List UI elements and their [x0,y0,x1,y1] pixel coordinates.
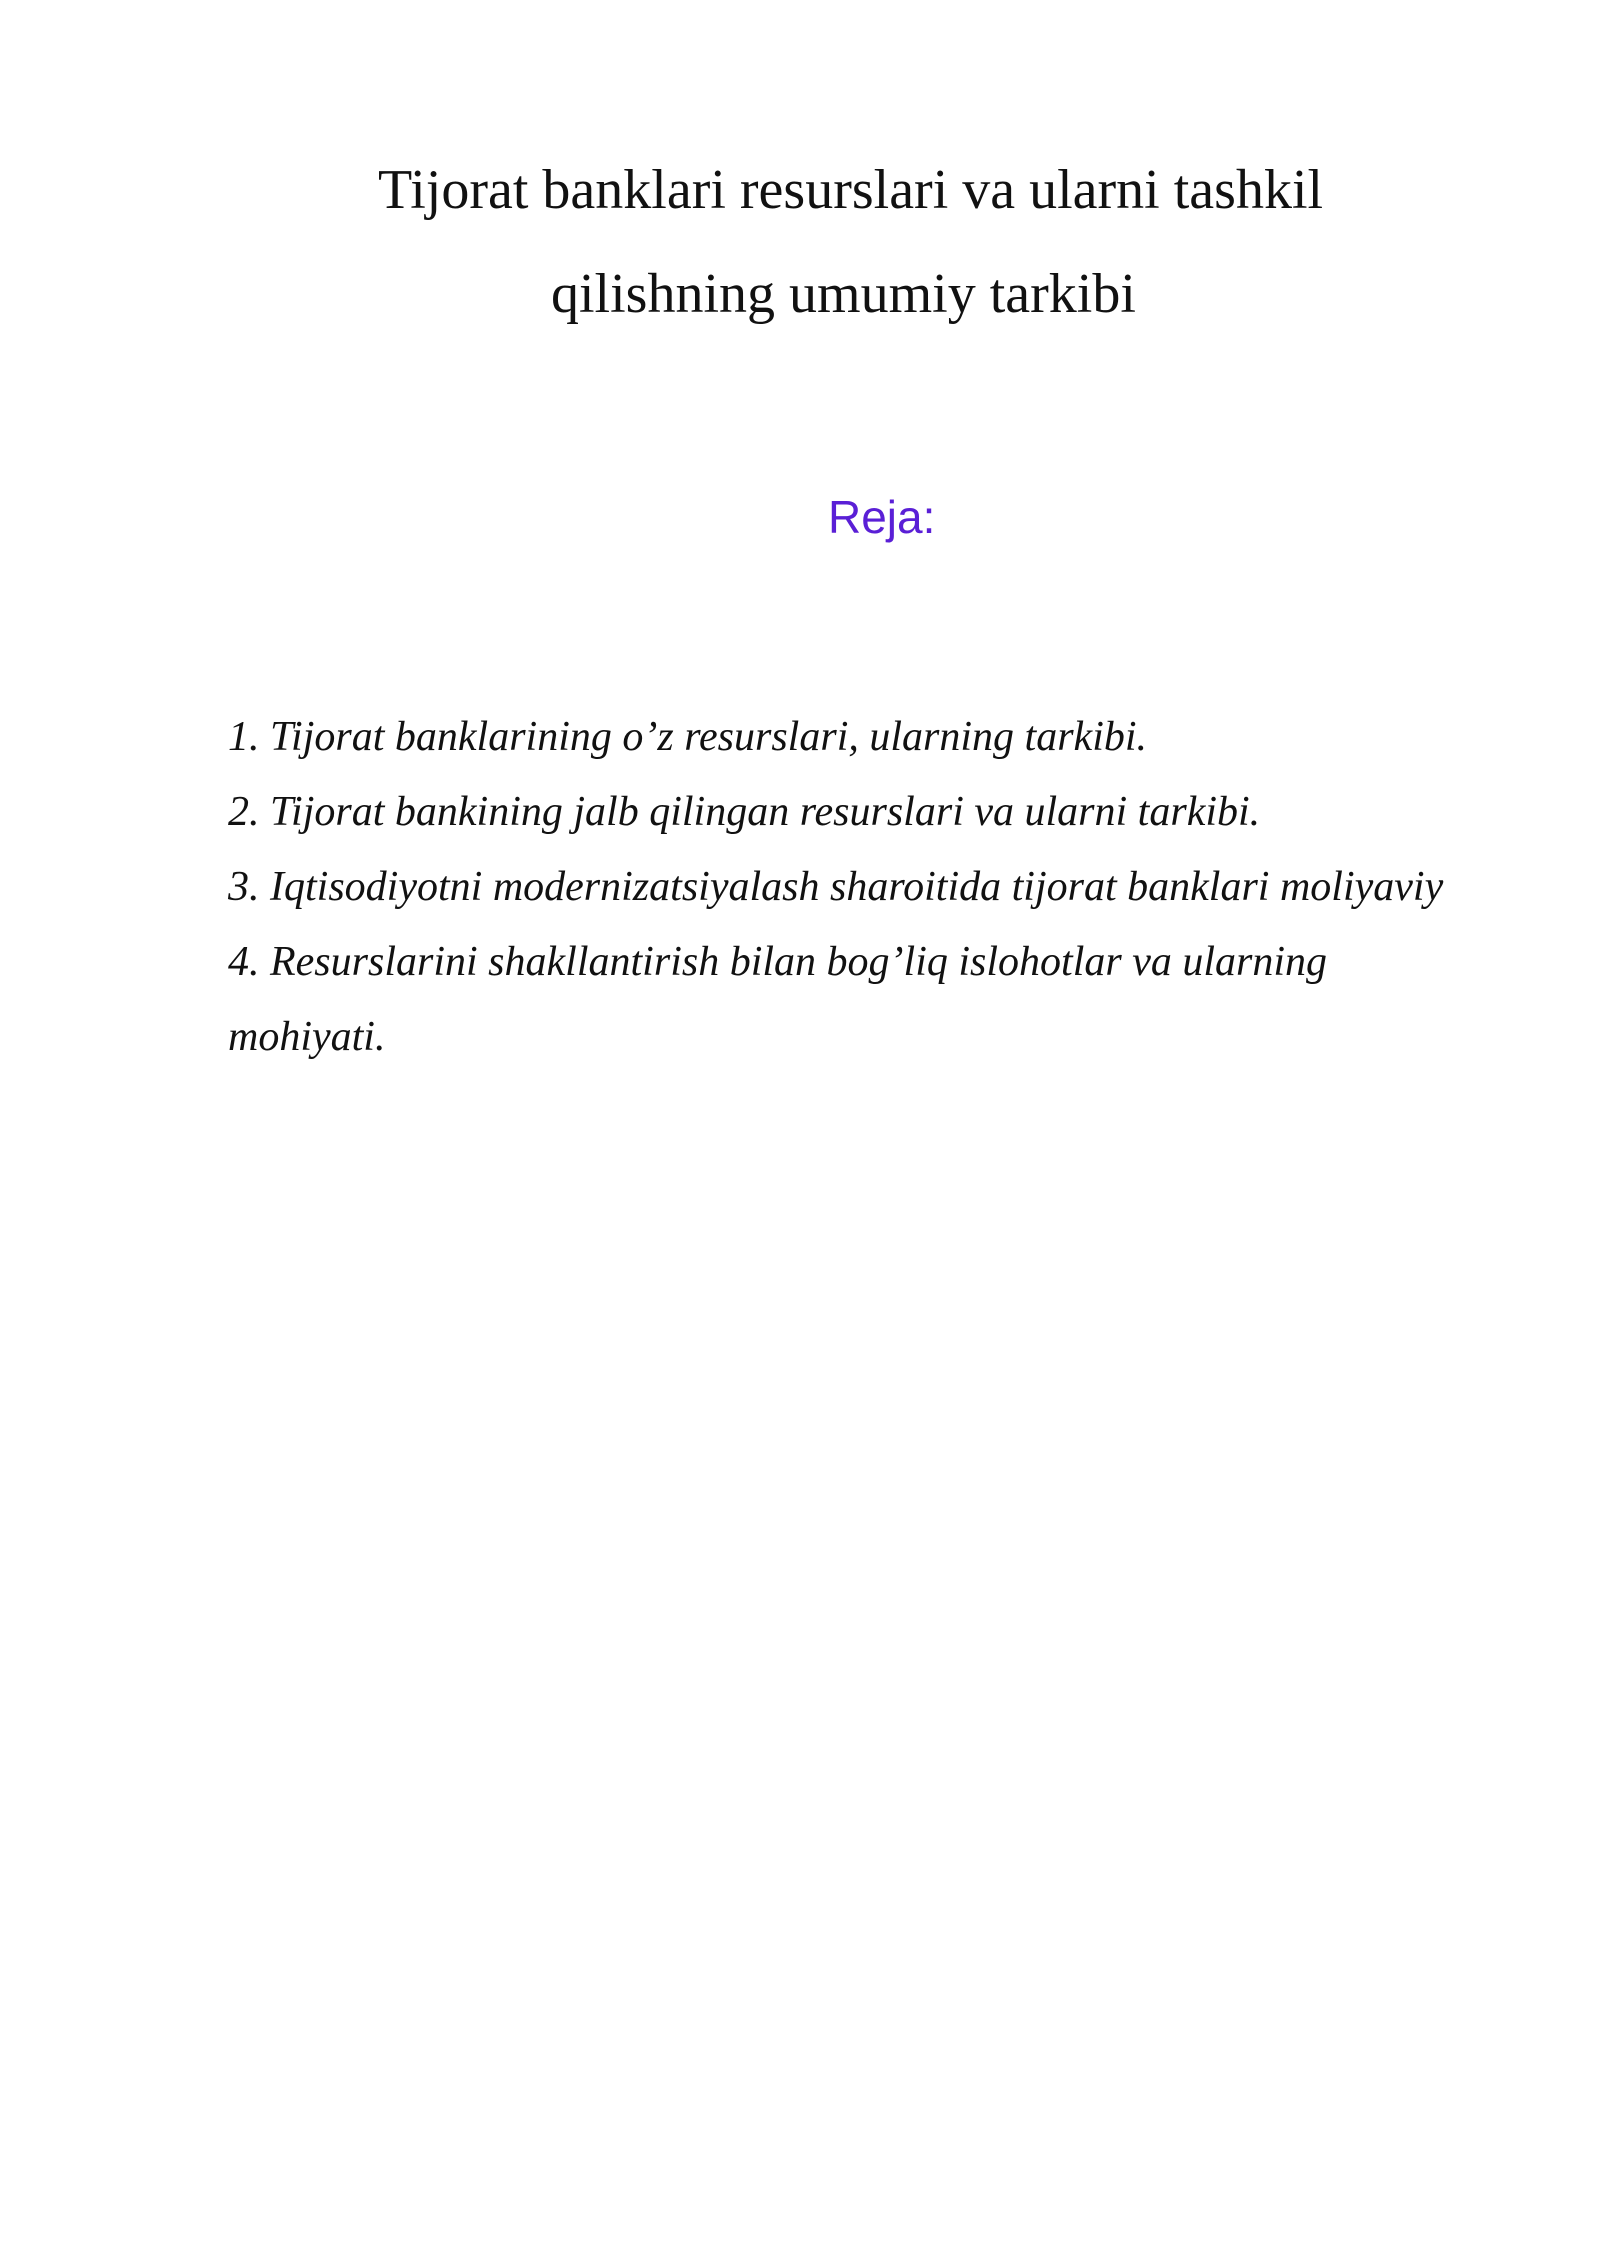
document-title-line-2: qilishning umumiy tarkibi [551,263,1136,325]
document-title-line-1: Tijorat banklari resurslari va ularni tashkil [378,159,1324,221]
plan-item-number: 3. [228,864,260,910]
plan-item-2 [228,775,1528,850]
plan-item-1 [228,700,1528,775]
plan-item-3 [228,850,1528,925]
plan-item-text: Tijorat bankining jalb qilingan resurslari va ularni tarkibi. [270,789,1261,835]
plan-item-number: 4. [228,939,260,985]
plan-item-number: 1. [228,714,260,760]
plan-item-4 [228,925,1528,1075]
plan-heading: Reja: [828,491,936,543]
plan-item-text: Tijorat banklarining o’z resurslari, ularning tarkibi. [270,714,1148,760]
plan-item-number: 2. [228,789,260,835]
plan-item-text: Resurslarini shakllantirish bilan bog’liq islohotlar va ularning [270,939,1328,985]
plan-item-text: Iqtisodiyotni modernizatsiyalash sharoitida tijorat banklari moliyaviy [270,864,1444,910]
plan-list [228,700,1528,1075]
plan-item-continuation: mohiyati. [228,1014,386,1060]
